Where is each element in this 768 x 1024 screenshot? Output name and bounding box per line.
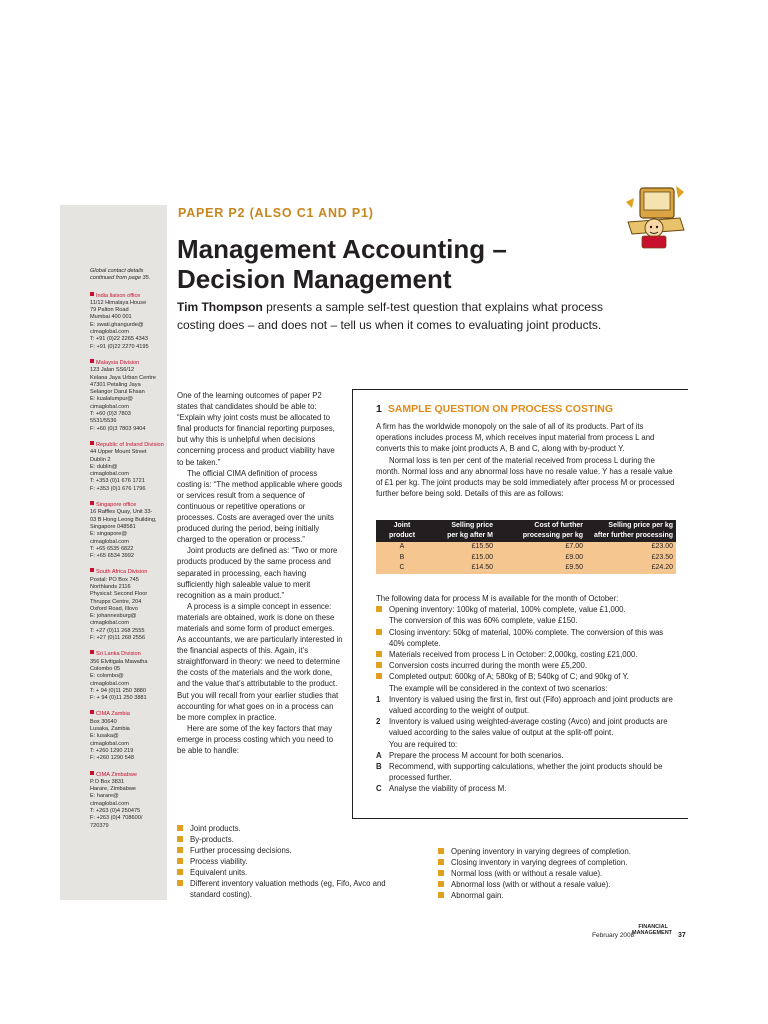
bullet-text: Abnormal gain.: [451, 891, 504, 900]
bullet-item: [438, 846, 688, 857]
office-entry: [90, 710, 164, 762]
data-item-continued: The conversion of this was 60% complete, value £150.: [389, 616, 578, 626]
bullet-square-icon: [177, 825, 183, 831]
scenario-label: 2: [376, 717, 381, 727]
body-paragraph: A process is a simple concept in essence: materials are obtained, work is done on these materials and some form of product emerges. As accountants, we are particularly interested in the financial aspects of this. Again, it’s straightforward in theory: we need to determine the costs of the materials and the work done, and the value that’s attributable to the product. But you will recall from your earlier studies that accounting for what goes on in a process can be more complex in practice.: [177, 601, 343, 722]
office-entry: [90, 771, 164, 830]
office-detail-line: Colombo 05: [90, 665, 121, 672]
office-detail-line: cimaglobal.com: [90, 403, 129, 410]
bullet-square-icon: [438, 848, 444, 854]
data-intro: The following data for process M is available for the month of October:: [376, 594, 619, 603]
table-cell: £7.00: [496, 542, 586, 553]
office-detail-line: Dublin 2: [90, 456, 111, 463]
office-name-text: South Africa Division: [96, 569, 148, 576]
bullet-text: Different inventory valuation methods (eg, Fifo, Avco and standard costing).: [190, 879, 386, 899]
requirement-label: C: [376, 784, 382, 794]
table-cell: B: [376, 553, 428, 564]
office-detail-line: E: lusaka@: [90, 733, 119, 740]
table-cell: £23.50: [586, 553, 676, 564]
bullet-item: [438, 868, 688, 879]
bullet-item: [177, 834, 417, 845]
article-title-line-1: Management Accounting –: [177, 234, 507, 264]
header-line: processing per kg: [522, 532, 583, 539]
bullet-square-icon: [376, 629, 382, 635]
header-line: per kg after M: [447, 532, 493, 539]
table-header-cell: [376, 520, 428, 542]
office-entry: [90, 441, 164, 493]
office-name-text: Singapore office: [96, 502, 137, 509]
body-paragraph: The official CIMA definition of process costing is: “The method applicable where goods or services result from a sequence of continuous or repetitive operations or processes. Costs are averaged over the units produced during the period, being initially charged to the operation or process.”: [177, 468, 343, 545]
contact-intro-line: continued from page 35.: [90, 275, 151, 282]
bullet-square-icon: [438, 870, 444, 876]
table-cell: A: [376, 542, 428, 553]
bullet-text: Process viability.: [190, 857, 248, 866]
bullet-square-icon: [438, 892, 444, 898]
bullet-square-icon: [376, 662, 382, 668]
office-detail-line: 720379: [90, 822, 109, 829]
requirement-item: [376, 761, 678, 783]
table-row: [376, 563, 676, 574]
office-entry: [90, 501, 164, 560]
office-name-text: India liaison office: [96, 292, 141, 299]
office-detail-line: Mumbai 400 001: [90, 314, 132, 321]
office-detail-line: F: +263 (0)4 708600/: [90, 815, 143, 822]
office-name: [90, 501, 164, 509]
bullet-text: By-products.: [190, 835, 234, 844]
header-line: product: [388, 532, 416, 539]
office-detail-line: F: +65 6534 3992: [90, 553, 135, 560]
table-cell: £15.00: [428, 553, 496, 564]
office-name: [90, 292, 164, 300]
bullet-text: Abnormal loss (with or without a resale value).: [451, 880, 611, 889]
requirement-text: Prepare the process M account for both scenarios.: [389, 750, 564, 760]
header-line: Cost of further: [534, 522, 583, 529]
office-entry: [90, 568, 164, 642]
table-header-row: [376, 520, 676, 542]
office-detail-line: E: colombo@: [90, 673, 124, 680]
office-detail-line: cimaglobal.com: [90, 740, 129, 747]
office-detail-line: T: + 94 (0)11 250 3880: [90, 687, 147, 694]
table-row: [376, 553, 676, 564]
office-detail-line: 47301 Petaling Jaya: [90, 381, 141, 388]
table-header-cell: [586, 520, 676, 542]
office-name: [90, 359, 164, 367]
scenario-intro: The example will be considered in the context of two scenarios:: [389, 683, 608, 693]
key-factors-list-right: [438, 846, 688, 901]
requirement-label: A: [376, 750, 382, 760]
office-detail-line: 16 Raffles Quay, Unit 33-: [90, 509, 153, 516]
office-name-text: Republic of Ireland Division: [96, 441, 164, 448]
bullet-item: [438, 879, 688, 890]
office-detail-line: E: singapore@: [90, 531, 128, 538]
data-item: [376, 660, 678, 671]
office-detail-line: Box 30640: [90, 718, 117, 725]
bullet-square-icon: [90, 710, 94, 714]
table-cell: £23.00: [586, 542, 676, 553]
logo-line: MANAGEMENT: [632, 930, 673, 936]
box-intro: [376, 421, 676, 499]
office-detail-line: F: +91 (0)22 2270 4195: [90, 343, 149, 350]
body-paragraph: Joint products are defined as: “Two or more products produced by the same process and separated in processing, each having sufficiently high saleable value to merit recognition as a main product.”: [177, 546, 338, 600]
office-name: [90, 771, 164, 779]
office-entry: [90, 650, 164, 702]
office-detail-line: 03 B Hong Leong Building,: [90, 516, 157, 523]
requirement-text: Recommend, with supporting calculations, whether the joint products should be processed further.: [389, 762, 663, 783]
contact-intro: [90, 268, 164, 283]
table-cell: £9.50: [496, 563, 586, 574]
box-number: 1: [376, 403, 382, 415]
table-cell: £9.00: [496, 553, 586, 564]
data-item-text: Opening inventory: 100kg of material, 100% complete, value £1,000.: [389, 605, 626, 615]
office-detail-line: F: + 94 (0)11 250 3881: [90, 695, 147, 702]
article-title-line-2: Decision Management: [177, 264, 452, 294]
office-detail-line: T: +260 1290 219: [90, 747, 134, 754]
data-item: [376, 671, 678, 682]
bullet-square-icon: [376, 673, 382, 679]
office-detail-line: cimaglobal.com: [90, 329, 129, 336]
table-header-cell: [428, 520, 496, 542]
office-detail-line: T: +91 (0)22 2265 4343: [90, 336, 149, 343]
bullet-square-icon: [90, 441, 94, 445]
body-paragraph: Here are some of the key factors that may emerge in process costing which you need to be able to handle:: [177, 723, 334, 755]
office-detail-line: Lusaka, Zambia: [90, 726, 130, 733]
office-detail-line: T: +60 (0)3 7803: [90, 411, 131, 418]
contact-details: [90, 268, 164, 838]
bullet-text: Opening inventory in varying degrees of completion.: [451, 847, 631, 856]
bullet-square-icon: [90, 771, 94, 775]
office-detail-line: 5531/5536: [90, 418, 117, 425]
requirement-item: [376, 750, 678, 761]
data-item: [376, 649, 678, 660]
bullet-item: [438, 890, 688, 901]
office-detail-line: Thrupps Centre, 204: [90, 598, 142, 605]
header-line: Selling price: [451, 522, 493, 529]
bullet-text: Further processing decisions.: [190, 846, 292, 855]
office-detail-line: Oxford Road, Illovo: [90, 605, 138, 612]
office-name: [90, 650, 164, 658]
office-detail-line: cimaglobal.com: [90, 538, 129, 545]
office-detail-line: P.O Box 3831: [90, 778, 125, 785]
office-detail-line: Postal: PO Box 745: [90, 576, 139, 583]
bullet-square-icon: [177, 880, 183, 886]
bullet-square-icon: [177, 847, 183, 853]
office-detail-line: E: harare@: [90, 793, 119, 800]
bullet-square-icon: [177, 836, 183, 842]
office-detail-line: Physical: Second Floor: [90, 591, 148, 598]
office-name: [90, 710, 164, 718]
bullet-text: Closing inventory in varying degrees of completion.: [451, 858, 628, 867]
mascot-illustration: [618, 182, 690, 252]
requirement-label: B: [376, 762, 382, 772]
office-detail-line: cimaglobal.com: [90, 471, 129, 478]
bullet-square-icon: [438, 881, 444, 887]
required-intro: You are required to:: [389, 739, 458, 749]
key-factors-list-left: [177, 823, 417, 900]
paper-label: PAPER P2 (ALSO C1 AND P1): [178, 206, 374, 220]
scenario-item: [376, 716, 678, 738]
office-detail-line: E: dublin@: [90, 463, 118, 470]
table-cell: £14.50: [428, 563, 496, 574]
bullet-text: Normal loss (with or without a resale value).: [451, 869, 603, 878]
scenario-label: 1: [376, 694, 381, 704]
standfirst: [177, 298, 617, 334]
office-name-text: CIMA Zambia: [96, 711, 130, 718]
office-detail-line: T: +353 (0)1 676 1721: [90, 478, 145, 485]
table-cell: C: [376, 563, 428, 574]
data-item: [376, 604, 678, 615]
office-detail-line: F: +60 (0)3 7803 9404: [90, 425, 146, 432]
office-detail-line: 44 Upper Mount Street: [90, 449, 147, 456]
requirement-item: [376, 783, 678, 794]
office-entry: [90, 359, 164, 433]
bullet-square-icon: [90, 650, 94, 654]
box-paragraph: Normal loss is ten per cent of the material received from process L during the month. Normal loss and any abnormal loss have no resale value. Y has a resale value of £1 per kg. The joint products may be sold immediately after process M or processed further before being sold. Details of this are as follows:: [376, 455, 675, 499]
office-detail-line: Singapore 048581: [90, 523, 136, 530]
bullet-square-icon: [90, 501, 94, 505]
bullet-square-icon: [376, 651, 382, 657]
magazine-logo: [632, 924, 673, 936]
office-detail-line: 356 Elvitigala Mawatha: [90, 658, 148, 665]
office-detail-line: cimaglobal.com: [90, 620, 129, 627]
office-name: [90, 441, 164, 449]
data-item: [376, 627, 678, 649]
office-detail-line: T: +263 (0)4 250475: [90, 808, 141, 814]
office-detail-line: T: +27 (0)11 268 2555: [90, 627, 145, 634]
office-name: [90, 568, 164, 576]
data-item-text: Closing inventory: 50kg of material, 100% complete. The conversion of this was 40% complete.: [389, 627, 664, 648]
office-name-text: Sri Lanka Division: [96, 651, 141, 658]
box-heading: [376, 403, 613, 415]
office-detail-line: E: kualalumpur@: [90, 396, 133, 403]
office-detail-line: E: swati.ghangurde@: [90, 321, 144, 328]
contact-intro-line: Global contact details: [90, 268, 144, 274]
office-name-text: Malaysia Division: [96, 359, 140, 366]
body-text-column: [177, 390, 343, 756]
office-detail-line: F: +353 (0)1 676 1796: [90, 485, 146, 492]
data-item-text: Materials received from process L in October: 2,000kg, costing £21,000.: [389, 650, 638, 660]
table-cell: £15.50: [428, 542, 496, 553]
office-detail-line: Northlands 2116: [90, 583, 131, 590]
header-line: Selling price per kg: [608, 522, 673, 529]
office-detail-line: F: +260 1290 548: [90, 755, 135, 762]
logo-line: FINANCIAL: [638, 924, 668, 930]
office-detail-line: Harare, Zimbabwe: [90, 786, 137, 793]
body-paragraph: One of the learning outcomes of paper P2 states that candidates should be able to: “Explain why joint costs must be allocated to final products for financial reporting purposes, but why this is unhelpful when decisions concerning process and product viability have to be taken.”: [177, 391, 335, 467]
office-name-text: CIMA Zimbabwe: [96, 771, 138, 778]
table-header-cell: [496, 520, 586, 542]
scenario-item: [376, 694, 678, 716]
header-line: after further processing: [594, 532, 673, 539]
bullet-square-icon: [376, 606, 382, 612]
bullet-item: [177, 878, 417, 900]
requirement-text: Analyse the viability of process M.: [389, 784, 507, 794]
office-detail-line: 123 Jalan SS6/12: [90, 367, 135, 374]
data-item-text: Conversion costs incurred during the month were £5,200.: [389, 661, 588, 671]
joint-product-table: [376, 520, 676, 574]
bullet-square-icon: [177, 858, 183, 864]
box-title: SAMPLE QUESTION ON PROCESS COSTING: [387, 403, 614, 415]
bullet-text: Joint products.: [190, 824, 241, 833]
bullet-square-icon: [90, 292, 94, 296]
bullet-item: [177, 823, 417, 834]
scenario-text: Inventory is valued using the first in, first out (Fifo) approach and joint products are valued according to the weight of output.: [389, 694, 673, 716]
office-detail-line: F: +27 (0)11 268 2556: [90, 635, 146, 642]
bullet-item: [177, 867, 417, 878]
bullet-square-icon: [177, 869, 183, 875]
bullet-square-icon: [90, 568, 94, 572]
author-name: Tim Thompson: [177, 300, 263, 314]
bullet-text: Equivalent units.: [190, 868, 248, 877]
office-list: [90, 292, 164, 830]
box-paragraph: A firm has the worldwide monopoly on the sale of all of its products. Part of its operations includes process M, which receives input material from process L and converts this to make joint products A, B and C, along with by-product Y.: [376, 422, 655, 454]
scenario-text: Inventory is valued using weighted-average costing (Avco) and joint products are valued according to the sales value of output at the split-off point.: [389, 717, 668, 738]
office-detail-line: Selangor Darul Ehsan: [90, 389, 145, 396]
office-detail-line: E: johannesburg@: [90, 613, 137, 620]
table-row: [376, 542, 676, 553]
box-data-section: [376, 593, 678, 795]
bullet-item: [438, 857, 688, 868]
page-number: 37: [678, 932, 686, 939]
bullet-square-icon: [90, 359, 94, 363]
standfirst-text: presents a sample self-test question that explains what process costing does – and does not – tell us when it comes to evaluating joint products.: [177, 300, 603, 332]
data-item-text: Completed output: 600kg of A; 580kg of B; 540kg of C; and 90kg of Y.: [389, 672, 629, 682]
footer-date: February 2008: [592, 932, 635, 939]
office-detail-line: Kelana Jaya Urban Centre: [90, 374, 156, 381]
office-detail-line: cimaglobal.com: [90, 800, 129, 807]
office-detail-line: 79 Palton Road: [90, 307, 129, 314]
bullet-square-icon: [438, 859, 444, 865]
office-entry: [90, 292, 164, 351]
header-line: Joint: [393, 522, 411, 529]
office-detail-line: 11/12 Himalaya House: [90, 299, 147, 306]
bullet-item: [177, 845, 417, 856]
office-detail-line: T: +65 6535 6822: [90, 545, 134, 552]
office-detail-line: cimaglobal.com: [90, 680, 129, 687]
bullet-item: [177, 856, 417, 867]
table-cell: £24.20: [586, 563, 676, 574]
